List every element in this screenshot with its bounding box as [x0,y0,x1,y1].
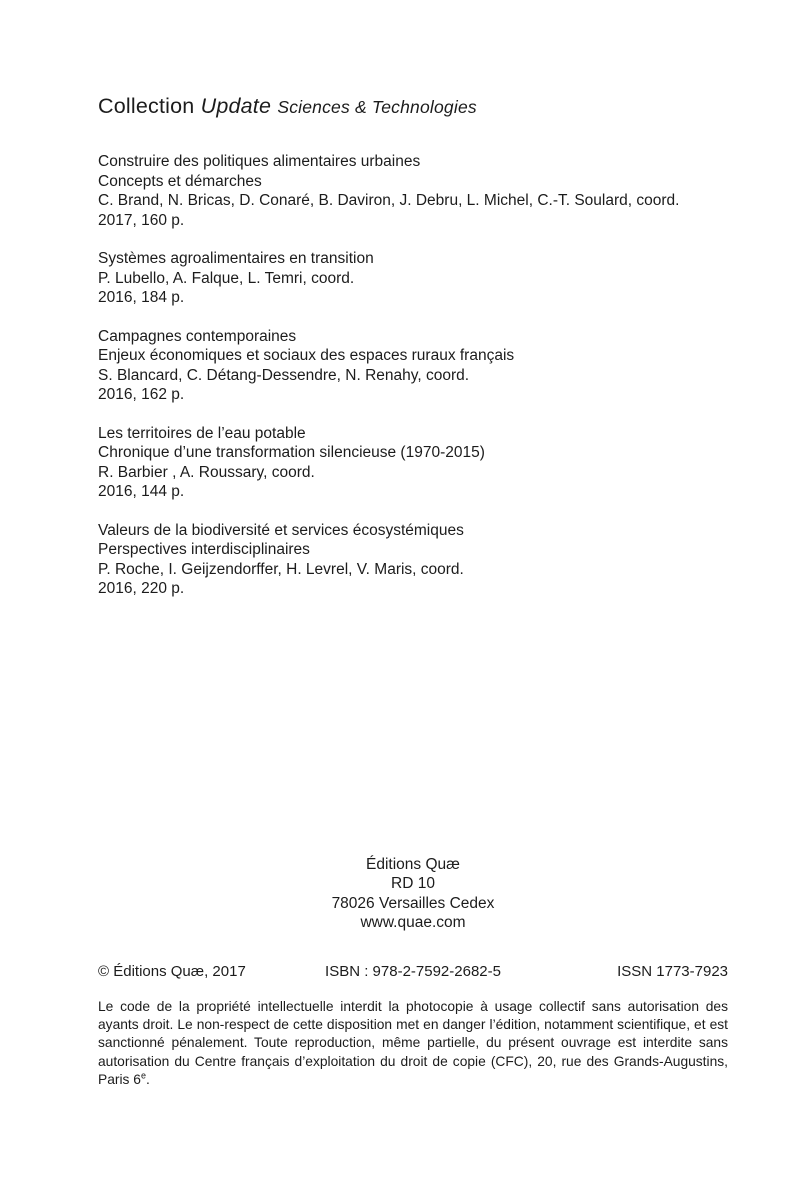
collection-title-suffix: Sciences & Technologies [277,97,477,117]
book-subtitle: Enjeux économiques et sociaux des espaces ruraux français [98,347,515,364]
book-authors: P. Roche, I. Geijzendorffer, H. Levrel, V. Maris, coord. [98,560,464,578]
book-info: 2016, 184 p. [98,289,185,306]
publisher-name: Éditions Quæ [366,855,460,873]
book-info: 2017, 160 p. [98,211,185,229]
legal-notice-superscript: e [140,1070,146,1081]
book-entry [98,249,728,308]
book-title: Les territoires de l’eau potable [98,424,306,442]
book-title: Systèmes agroalimentaires en transition [98,250,374,267]
copyright-notice: © Éditions Quæ, 2017 [98,962,246,980]
book-authors: P. Lubello, A. Falque, L. Temri, coord. [98,269,355,287]
book-info: 2016, 162 p. [98,386,185,403]
collection-title-name: Update [200,94,272,118]
publisher-block [98,855,728,933]
copyright-page [98,0,728,1090]
legal-notice [98,998,728,1090]
book-entry [98,521,728,599]
book-entry [98,327,728,405]
book-title: Campagnes contemporaines [98,327,297,345]
issn-number: ISSN 1773-7923 [617,962,729,980]
book-subtitle: Chronique d’une transformation silencieuse (1970-2015) [98,444,485,461]
publisher-address-line2: 78026 Versailles Cedex [331,894,495,912]
book-authors: C. Brand, N. Bricas, D. Conaré, B. Daviron, J. Debru, L. Michel, C.-T. Soulard, coord. [98,192,680,209]
legal-notice-end: . [145,1072,150,1088]
book-title: Valeurs de la biodiversité et services écosystémiques [98,521,464,539]
book-authors: R. Barbier , A. Roussary, coord. [98,463,315,481]
book-entry [98,424,728,502]
book-info: 2016, 220 p. [98,580,185,597]
book-list [98,152,728,599]
collection-title-prefix: Collection [98,94,195,118]
book-title: Construire des politiques alimentaires urbaines [98,153,421,170]
book-entry [98,152,728,230]
book-subtitle: Perspectives interdisciplinaires [98,541,310,558]
book-subtitle: Concepts et démarches [98,172,262,190]
book-info: 2016, 144 p. [98,483,185,500]
publisher-website: www.quae.com [360,914,466,931]
publisher-address-line1: RD 10 [391,875,435,892]
imprint-row [98,962,728,981]
collection-title [98,94,728,120]
book-authors: S. Blancard, C. Détang-Dessendre, N. Renahy, coord. [98,366,470,384]
legal-notice-text: Le code de la propriété intellectuelle interdit la photocopie à usage collectif sans autorisation des ayants droit. Le non-respect de cette disposition met en danger l’édition, notamment scientifique, et est sanctionné pénalement. Toute reproduction, même partielle, du présent ouvrage est interdite sans autorisation du Centre français d’exploitation du droit de copie (CFC), 20, rue des Grands-Augustins, Paris 6 [98,998,728,1088]
isbn-number: ISBN : 978-2-7592-2682-5 [325,962,501,980]
